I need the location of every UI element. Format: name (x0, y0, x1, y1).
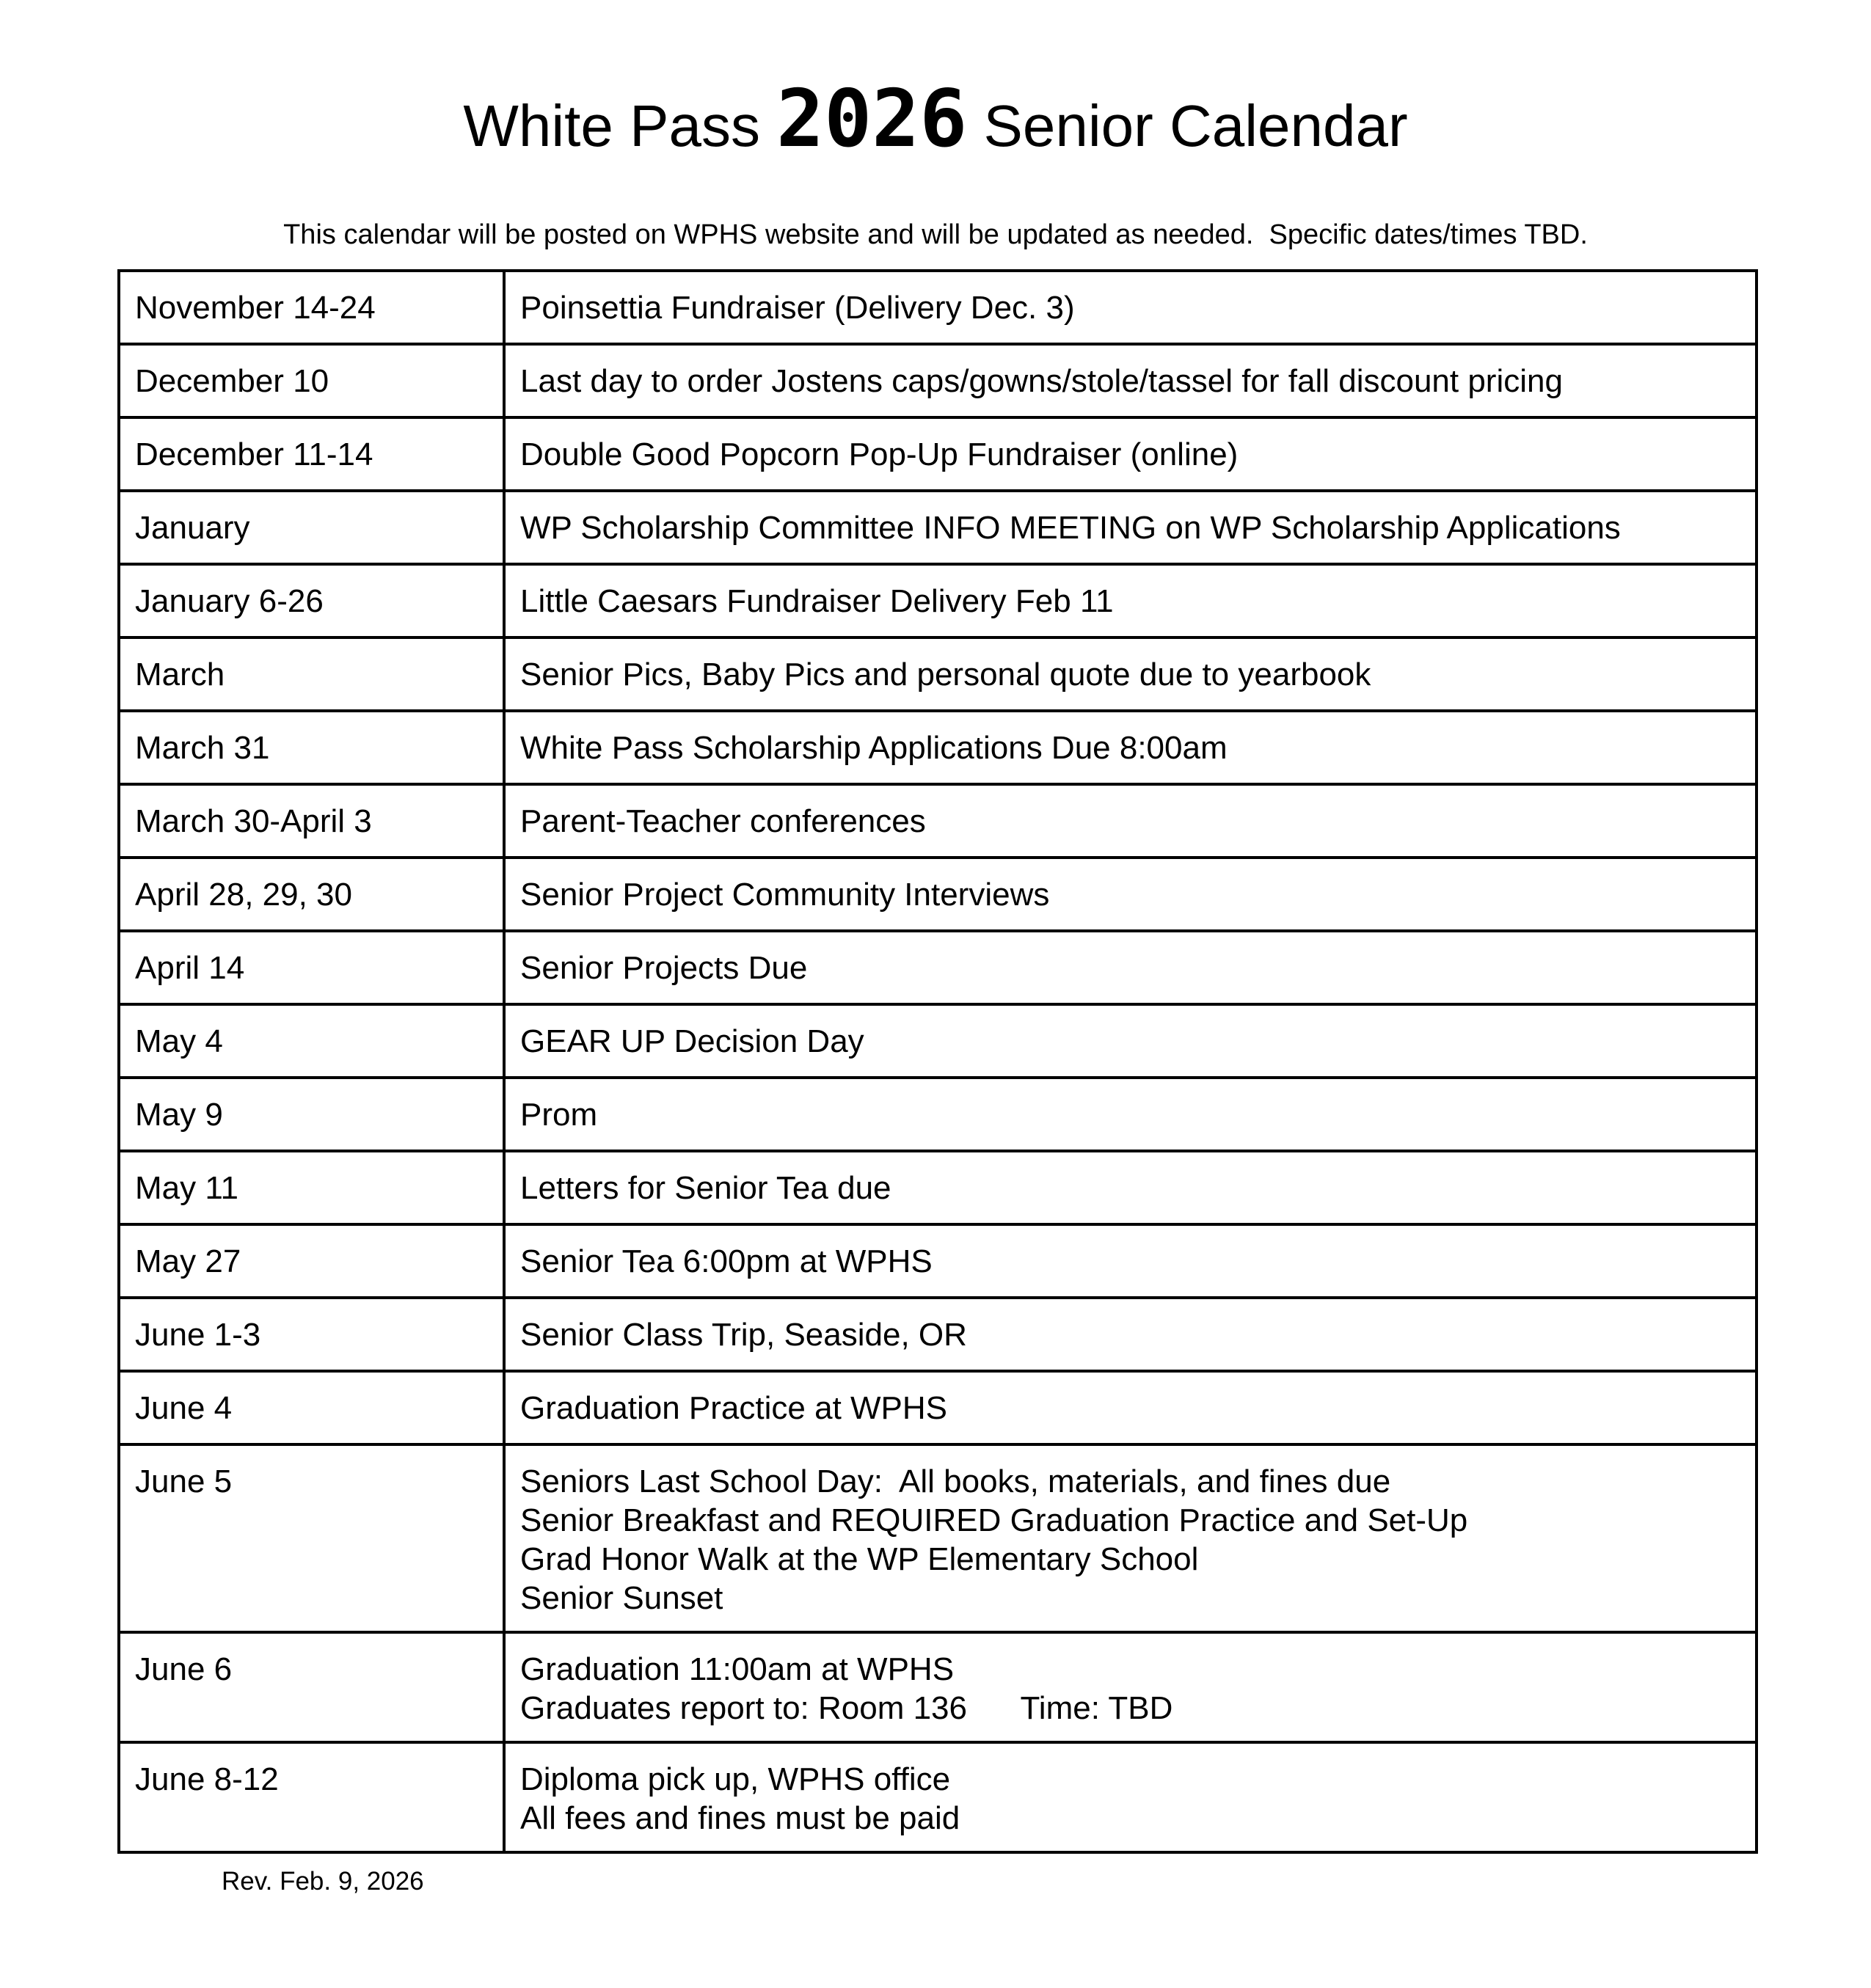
event-description-cell (504, 1371, 1757, 1444)
event-line: Parent-Teacher conferences (520, 803, 926, 839)
event-description-cell (504, 1298, 1757, 1371)
senior-calendar-table (117, 269, 1758, 1854)
event-line: Graduation 11:00am at WPHS (520, 1651, 955, 1687)
title-prefix: White Pass (463, 93, 777, 158)
calendar-row (119, 1444, 1757, 1632)
event-description-cell (504, 637, 1757, 711)
event-date-cell: April 28, 29, 30 (119, 858, 504, 931)
event-date-cell: January 6-26 (119, 564, 504, 637)
event-description-cell (504, 931, 1757, 1004)
event-line: White Pass Scholarship Applications Due 8:00am (520, 730, 1228, 766)
event-description-cell (504, 858, 1757, 931)
event-date-cell: December 11-14 (119, 417, 504, 491)
calendar-row (119, 1224, 1757, 1298)
event-date-cell: May 9 (119, 1078, 504, 1151)
event-date-cell: May 11 (119, 1151, 504, 1224)
event-line: Poinsettia Fundraiser (Delivery Dec. 3) (520, 290, 1075, 326)
event-date-cell: June 8-12 (119, 1742, 504, 1852)
calendar-body (119, 271, 1757, 1852)
calendar-row (119, 344, 1757, 417)
event-date-cell: June 4 (119, 1371, 504, 1444)
title-suffix: Senior Calendar (967, 93, 1408, 158)
event-description-cell (504, 1224, 1757, 1298)
event-description-cell (504, 271, 1757, 344)
event-line: Senior Breakfast and REQUIRED Graduation Practice and Set-Up (520, 1502, 1468, 1538)
event-line: Last day to order Jostens caps/gowns/stole/tassel for fall discount pricing (520, 363, 1563, 399)
event-description-cell (504, 1004, 1757, 1078)
event-line: All fees and fines must be paid (520, 1800, 960, 1836)
calendar-row (119, 1742, 1757, 1852)
event-description-cell (504, 1078, 1757, 1151)
event-line: Prom (520, 1097, 598, 1133)
event-description-cell (504, 1632, 1757, 1742)
event-line: Little Caesars Fundraiser Delivery Feb 11 (520, 583, 1114, 619)
event-date-cell: March 30-April 3 (119, 784, 504, 858)
event-line: GEAR UP Decision Day (520, 1023, 864, 1059)
event-date-cell: May 27 (119, 1224, 504, 1298)
event-description-cell (504, 711, 1757, 784)
event-description-cell (504, 417, 1757, 491)
calendar-row (119, 1004, 1757, 1078)
event-line: Senior Project Community Interviews (520, 877, 1050, 913)
event-date-cell: June 5 (119, 1444, 504, 1632)
calendar-row (119, 491, 1757, 564)
event-line: Graduation Practice at WPHS (520, 1390, 948, 1426)
event-line: Senior Sunset (520, 1580, 723, 1616)
calendar-notice: This calendar will be posted on WPHS website and will be updated as needed. Specific dates/times TBD. (283, 219, 1588, 250)
calendar-row (119, 1371, 1757, 1444)
calendar-row (119, 711, 1757, 784)
calendar-row (119, 271, 1757, 344)
event-description-cell (504, 1444, 1757, 1632)
calendar-row (119, 784, 1757, 858)
title-year: 2026 (776, 73, 968, 165)
event-description-cell (504, 1742, 1757, 1852)
event-line: Seniors Last School Day: All books, materials, and fines due (520, 1463, 1391, 1499)
event-line: Senior Pics, Baby Pics and personal quote due to yearbook (520, 657, 1371, 692)
event-date-cell: December 10 (119, 344, 504, 417)
event-line: Letters for Senior Tea due (520, 1170, 891, 1206)
event-line: WP Scholarship Committee INFO MEETING on WP Scholarship Applications (520, 510, 1621, 546)
event-date-cell: April 14 (119, 931, 504, 1004)
calendar-row (119, 1298, 1757, 1371)
event-description-cell (504, 784, 1757, 858)
event-date-cell: March 31 (119, 711, 504, 784)
calendar-row (119, 858, 1757, 931)
event-date-cell: January (119, 491, 504, 564)
event-description-cell (504, 564, 1757, 637)
calendar-row (119, 637, 1757, 711)
event-date-cell: June 6 (119, 1632, 504, 1742)
calendar-row (119, 564, 1757, 637)
event-description-cell (504, 491, 1757, 564)
calendar-row (119, 1078, 1757, 1151)
calendar-row (119, 417, 1757, 491)
event-line: Graduates report to: Room 136 Time: TBD (520, 1690, 1173, 1726)
event-date-cell: June 1-3 (119, 1298, 504, 1371)
event-date-cell: May 4 (119, 1004, 504, 1078)
page-title (0, 65, 1871, 181)
event-line: Diploma pick up, WPHS office (520, 1761, 951, 1797)
event-line: Grad Honor Walk at the WP Elementary School (520, 1541, 1199, 1577)
event-description-cell (504, 1151, 1757, 1224)
event-description-cell (504, 344, 1757, 417)
calendar-row (119, 1151, 1757, 1224)
calendar-row (119, 931, 1757, 1004)
event-line: Senior Class Trip, Seaside, OR (520, 1317, 967, 1353)
event-line: Senior Tea 6:00pm at WPHS (520, 1243, 933, 1279)
calendar-row (119, 1632, 1757, 1742)
event-line: Double Good Popcorn Pop-Up Fundraiser (online) (520, 436, 1239, 472)
event-line: Senior Projects Due (520, 950, 808, 986)
event-date-cell: November 14-24 (119, 271, 504, 344)
revision-note: Rev. Feb. 9, 2026 (222, 1867, 424, 1896)
event-date-cell: March (119, 637, 504, 711)
